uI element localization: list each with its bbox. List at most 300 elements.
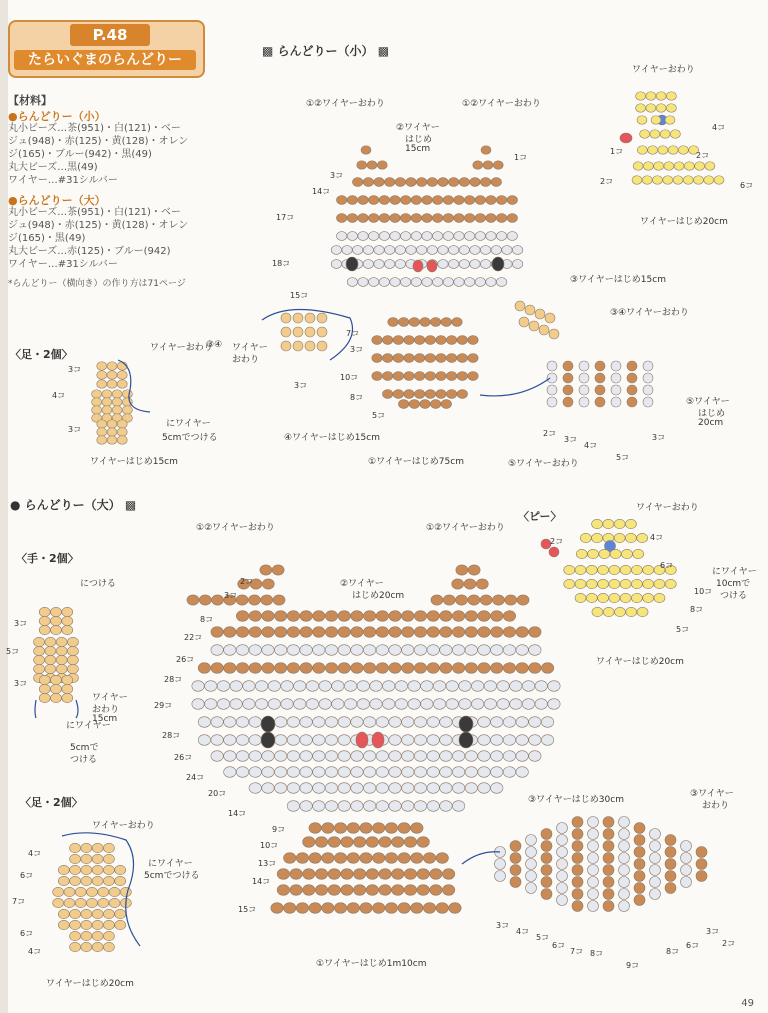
bead [468, 595, 480, 605]
bead [547, 385, 557, 395]
bead [423, 903, 435, 914]
bead [414, 354, 424, 363]
bead [389, 801, 401, 812]
bead [452, 801, 464, 812]
bead-count: 20コ [208, 789, 227, 798]
label-wire-end: 15cm [92, 714, 118, 724]
bead [358, 232, 368, 241]
bead [696, 871, 707, 882]
section-title-large-text: らんどりー（大） [24, 498, 121, 512]
bead [385, 823, 397, 834]
bead [361, 146, 371, 155]
bead [406, 178, 416, 187]
bead [51, 684, 62, 693]
bead [351, 767, 363, 778]
bead [452, 611, 464, 622]
bead [384, 260, 394, 269]
bead-count: 5コ [676, 625, 690, 634]
bead [97, 362, 107, 371]
bead [586, 565, 597, 574]
bead [535, 681, 547, 692]
bead [440, 717, 452, 728]
bead [317, 327, 327, 337]
bead [609, 565, 620, 574]
bead [620, 593, 631, 602]
bead [117, 436, 127, 445]
bead [507, 232, 517, 241]
bead [465, 751, 477, 762]
bead [673, 176, 683, 185]
wire [480, 378, 550, 396]
bead [379, 278, 389, 287]
bead [236, 767, 248, 778]
bead [56, 637, 67, 646]
bead [369, 232, 379, 241]
bead [379, 196, 389, 205]
bead [305, 327, 315, 337]
bead [503, 717, 515, 728]
bead [491, 645, 503, 656]
bead [261, 716, 275, 732]
bead [103, 909, 114, 918]
bead [636, 92, 646, 101]
bead [471, 699, 483, 710]
bead [62, 616, 73, 625]
bead [539, 325, 549, 335]
bead [440, 627, 452, 638]
bead [440, 783, 452, 794]
bead [351, 627, 363, 638]
bead [468, 354, 478, 363]
bead [305, 313, 315, 323]
bead [400, 196, 410, 205]
bead [300, 645, 312, 656]
bead [497, 699, 509, 710]
bead [211, 751, 223, 762]
bead [619, 853, 630, 864]
bead [430, 869, 442, 880]
bead [480, 595, 492, 605]
bead [103, 942, 114, 951]
bead [588, 829, 599, 840]
bead [341, 869, 353, 880]
bead [665, 579, 676, 588]
bead [376, 717, 388, 728]
bead [627, 397, 637, 407]
bead [334, 853, 346, 864]
bead [414, 735, 426, 746]
bead [478, 627, 490, 638]
bead [192, 681, 204, 692]
bead [347, 853, 359, 864]
bead [427, 767, 439, 778]
bead [67, 655, 78, 664]
bead [293, 313, 303, 323]
bead [383, 681, 395, 692]
bead [438, 178, 448, 187]
bead [643, 373, 653, 383]
bead [300, 801, 312, 812]
bead [526, 847, 537, 858]
bead-count: 4コ [52, 391, 66, 400]
bead [372, 354, 382, 363]
bead [557, 883, 568, 894]
page-number: 49 [741, 998, 754, 1009]
bead [609, 579, 620, 588]
bead [522, 699, 534, 710]
bead [491, 246, 501, 255]
bead [512, 260, 522, 269]
bead [468, 565, 480, 575]
bead [357, 681, 369, 692]
bead [248, 595, 260, 605]
bead [636, 104, 646, 113]
bead [300, 783, 312, 794]
bead [395, 178, 405, 187]
bead [281, 681, 293, 692]
label-wire-end: ③④ [206, 340, 223, 350]
bead [464, 579, 476, 589]
bead [45, 655, 56, 664]
bead [313, 735, 325, 746]
bead [404, 390, 414, 399]
bead [306, 699, 318, 710]
bead [678, 146, 688, 155]
bead [363, 178, 373, 187]
bead [634, 835, 645, 846]
bead [363, 663, 375, 674]
bead [347, 214, 357, 223]
bead [198, 717, 210, 728]
bead [579, 361, 589, 371]
bead-count: 26コ [176, 655, 195, 664]
label-attach: にワイヤー [166, 419, 211, 429]
bead [62, 693, 73, 702]
bead [402, 783, 414, 794]
bead [70, 876, 81, 885]
bead [491, 627, 503, 638]
bead [357, 699, 369, 710]
bead [438, 246, 448, 255]
label-wire-end: ワイヤーおわり [632, 65, 695, 75]
bead [416, 178, 426, 187]
bead [331, 246, 341, 255]
bead [470, 178, 480, 187]
bead [595, 361, 605, 371]
bead [249, 627, 261, 638]
bead [431, 595, 443, 605]
bead [287, 735, 299, 746]
bead [619, 865, 630, 876]
label-attach: 10cmで [716, 579, 751, 589]
bead [627, 373, 637, 383]
bead [465, 783, 477, 794]
bead [369, 278, 379, 287]
bead [575, 565, 586, 574]
bead [109, 898, 120, 907]
bead [287, 645, 299, 656]
bead [541, 841, 552, 852]
bead [465, 645, 477, 656]
bead [459, 260, 469, 269]
bead [62, 607, 73, 616]
bead [377, 161, 387, 170]
bead [402, 663, 414, 674]
bead [416, 246, 426, 255]
bead [436, 903, 448, 914]
bead [39, 616, 50, 625]
bead [643, 397, 653, 407]
bead [363, 260, 373, 269]
bead [576, 549, 587, 558]
bead [643, 565, 654, 574]
bead [650, 130, 660, 139]
bead [53, 887, 64, 896]
bead [338, 663, 350, 674]
bead [398, 318, 408, 327]
bead [459, 699, 471, 710]
bead [271, 903, 283, 914]
bead [427, 735, 439, 746]
bead [440, 801, 452, 812]
bead-count: 6コ [740, 181, 754, 190]
bead [491, 767, 503, 778]
bead [611, 373, 621, 383]
bead [334, 903, 346, 914]
bead [224, 663, 236, 674]
bead [363, 751, 375, 762]
bead [417, 869, 429, 880]
bead [486, 196, 496, 205]
bead [579, 397, 589, 407]
bead [363, 645, 375, 656]
bead [526, 835, 537, 846]
bead [496, 214, 506, 223]
bead [497, 681, 509, 692]
bead [338, 783, 350, 794]
bead [409, 400, 419, 409]
bead [274, 645, 286, 656]
bead [224, 627, 236, 638]
bead [592, 533, 603, 542]
bead-count: 10コ [340, 373, 359, 382]
bead [117, 380, 127, 389]
bead [579, 373, 589, 383]
bead [457, 390, 467, 399]
bead [425, 354, 435, 363]
label-wire-end: ①②ワイヤーおわり [462, 99, 541, 109]
bead [611, 397, 621, 407]
bead [541, 717, 553, 728]
bead [714, 176, 724, 185]
bead [541, 735, 553, 746]
bead [631, 593, 642, 602]
bead [603, 877, 614, 888]
hand-title: 〈手・2個〉 [16, 552, 79, 565]
bead [224, 645, 236, 656]
label-wire-end: ワイヤーおわり [92, 821, 155, 831]
bead [103, 854, 114, 863]
bead [230, 681, 242, 692]
bead [122, 406, 132, 415]
bead [34, 637, 45, 646]
bead [205, 699, 217, 710]
bead [325, 645, 337, 656]
bead [92, 942, 103, 951]
bead [599, 549, 610, 558]
bead [541, 663, 553, 674]
bead [411, 278, 421, 287]
bead [300, 717, 312, 728]
bead [535, 699, 547, 710]
bead [39, 684, 50, 693]
label-wire-start: ワイヤーはじめ20cm [596, 657, 684, 667]
bead [452, 663, 464, 674]
bead [408, 699, 420, 710]
bead [341, 837, 353, 848]
bead [670, 130, 680, 139]
bead [541, 889, 552, 900]
bead-count: 3コ [564, 435, 578, 444]
bead-count: 14コ [312, 187, 331, 196]
bead [273, 595, 285, 605]
bead [390, 232, 400, 241]
bead [592, 519, 603, 528]
bead [598, 579, 609, 588]
bead [382, 372, 392, 381]
bead [572, 889, 583, 900]
bead [325, 735, 337, 746]
bead [313, 783, 325, 794]
bead [347, 823, 359, 834]
bead-count: 7コ [346, 329, 360, 338]
bead [217, 699, 229, 710]
bead [70, 843, 81, 852]
label-wire-start: はじめ [698, 409, 726, 419]
bead [459, 681, 471, 692]
bead [112, 406, 122, 415]
bead [356, 732, 368, 748]
bead [452, 318, 462, 327]
bead [430, 885, 442, 896]
bead [588, 877, 599, 888]
bead-count: 22コ [184, 633, 203, 642]
bead [664, 162, 674, 171]
bead [459, 178, 469, 187]
bead [656, 92, 666, 101]
bead [342, 246, 352, 255]
bead [643, 593, 654, 602]
bead-count: 1コ [610, 147, 624, 156]
bead [92, 398, 102, 407]
bead [115, 865, 126, 874]
bead [625, 519, 636, 528]
bead-count: 1コ [514, 153, 528, 162]
bead [510, 681, 522, 692]
bead [503, 663, 515, 674]
bead [58, 920, 69, 929]
bead [287, 627, 299, 638]
bead [575, 593, 586, 602]
bead [547, 373, 557, 383]
bead [681, 853, 692, 864]
bead [255, 681, 267, 692]
materials-line: ジ(165)・黒(49) [8, 233, 86, 244]
bead [319, 699, 331, 710]
bead [454, 232, 464, 241]
bead [211, 717, 223, 728]
bead [548, 681, 560, 692]
bead [491, 735, 503, 746]
bead [262, 611, 274, 622]
bead [376, 801, 388, 812]
bead [526, 859, 537, 870]
bead [376, 627, 388, 638]
bead [541, 829, 552, 840]
bead-count: 29コ [154, 701, 173, 710]
bead [404, 837, 416, 848]
bead [440, 767, 452, 778]
bead [34, 646, 45, 655]
bead [281, 313, 291, 323]
bead [255, 699, 267, 710]
bead [547, 397, 557, 407]
bead [603, 865, 614, 876]
bead [588, 817, 599, 828]
bead [464, 278, 474, 287]
bead [313, 717, 325, 728]
bead [449, 903, 461, 914]
label-attach: 5cmでつける [162, 433, 218, 443]
bead [643, 385, 653, 395]
bead [547, 361, 557, 371]
bead [353, 178, 363, 187]
bead [70, 854, 81, 863]
bead [338, 627, 350, 638]
bead [643, 361, 653, 371]
bead [446, 336, 456, 345]
bead [446, 390, 456, 399]
label-wire-end: ③ワイヤー [690, 789, 734, 799]
bead [432, 278, 442, 287]
bead [557, 895, 568, 906]
bead [668, 146, 678, 155]
bead [249, 783, 261, 794]
bead [53, 898, 64, 907]
bead [389, 767, 401, 778]
bead [347, 278, 357, 287]
bead [459, 732, 473, 748]
bead [496, 278, 506, 287]
bead [619, 901, 630, 912]
bead [442, 885, 454, 896]
bead [112, 390, 122, 399]
bead-count: 10コ [260, 841, 279, 850]
bead-count: 8コ [200, 615, 214, 624]
bead [452, 627, 464, 638]
bead [681, 841, 692, 852]
bead [446, 699, 458, 710]
bead [448, 178, 458, 187]
label-attach: つける [720, 591, 748, 601]
bead [634, 859, 645, 870]
bead [347, 903, 359, 914]
bead-count: 15コ [290, 291, 309, 300]
bead [563, 373, 573, 383]
bead [81, 854, 92, 863]
bead [632, 176, 642, 185]
bead [572, 865, 583, 876]
